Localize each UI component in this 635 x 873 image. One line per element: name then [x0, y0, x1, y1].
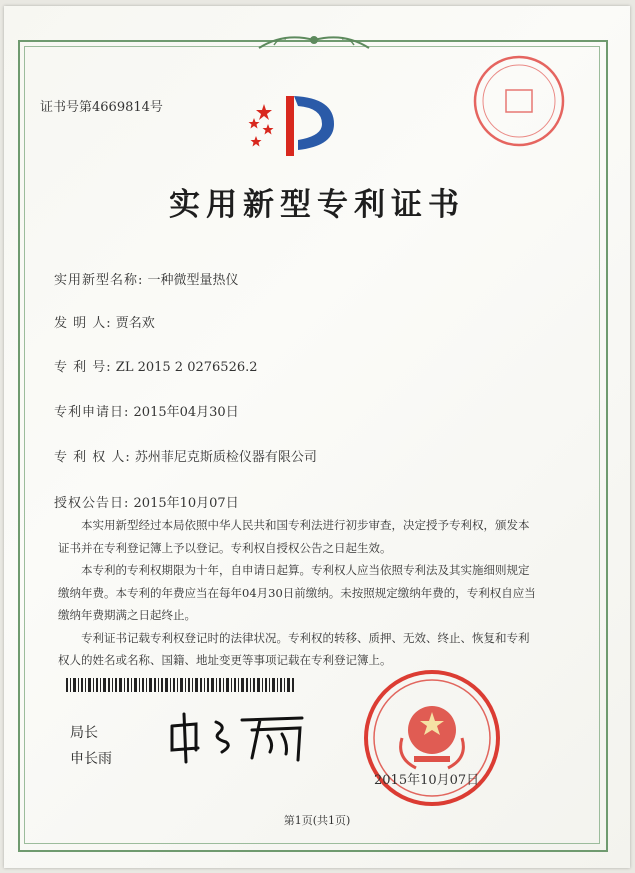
signatory-title: 局长 — [70, 725, 98, 741]
page-footer: 第1页(共1页) — [283, 814, 351, 827]
inventor-value: 贾名欢 — [115, 316, 155, 331]
top-ornament-icon — [254, 30, 374, 52]
filing-date-label: 专利申请日: — [54, 405, 130, 420]
announcement-date-value: 2015年10月07日 — [133, 496, 239, 511]
body-paragraph: 本实用新型经过本局依照中华人民共和国专利法进行初步审查，决定授予专利权，颁发本证书并在专利登记簿上予以登记。专利权自授权公告之日起生效。 — [58, 518, 530, 555]
certificate-body — [58, 514, 538, 672]
body-paragraph: 本专利的专利权期限为十年，自申请日起算。专利权人应当依照专利法及其实施细则规定缴纳年费。本专利的年费应当在每年04月30日前缴纳。未按照规定缴纳年费的，专利权自应当缴纳年费期满之日起终止。 — [58, 563, 536, 622]
patent-office-logo-icon — [246, 84, 346, 164]
signatory-name: 申长雨 — [70, 751, 112, 767]
inventor-row — [54, 312, 155, 331]
body-paragraph: 专利证书记载专利权登记时的法律状况。专利权的转移、质押、无效、终止、恢复和专利权人的姓名或名称、国籍、地址变更等事项记载在专利登记簿上。 — [58, 630, 530, 667]
certificate-title: 实用新型专利证书 — [169, 187, 465, 223]
patentee-value: 苏州菲尼克斯质检仪器有限公司 — [134, 450, 317, 465]
patent-number-row — [54, 356, 258, 375]
patent-number-label: 专 利 号: — [54, 360, 112, 375]
handwritten-signature-icon — [164, 706, 314, 766]
filing-date-row — [54, 401, 239, 420]
seal-date: 2015年10月07日 — [374, 773, 480, 788]
utility-model-name-row — [54, 269, 239, 288]
patentee-row — [54, 446, 317, 465]
filing-date-value: 2015年04月30日 — [133, 405, 239, 420]
utility-model-name-label: 实用新型名称: — [54, 273, 144, 288]
patentee-label: 专 利 权 人: — [54, 450, 131, 465]
certificate-sheet — [4, 6, 630, 868]
inventor-label: 发 明 人: — [54, 316, 112, 331]
agency-stamp-icon — [472, 54, 566, 148]
certificate-number: 证书号第4669814号 — [40, 100, 163, 115]
patent-number-value: ZL 2015 2 0276526.2 — [115, 360, 258, 375]
announcement-date-row — [54, 492, 239, 511]
utility-model-name-value: 一种微型量热仪 — [147, 273, 239, 288]
announcement-date-label: 授权公告日: — [54, 496, 130, 511]
barcode-icon — [66, 678, 296, 692]
